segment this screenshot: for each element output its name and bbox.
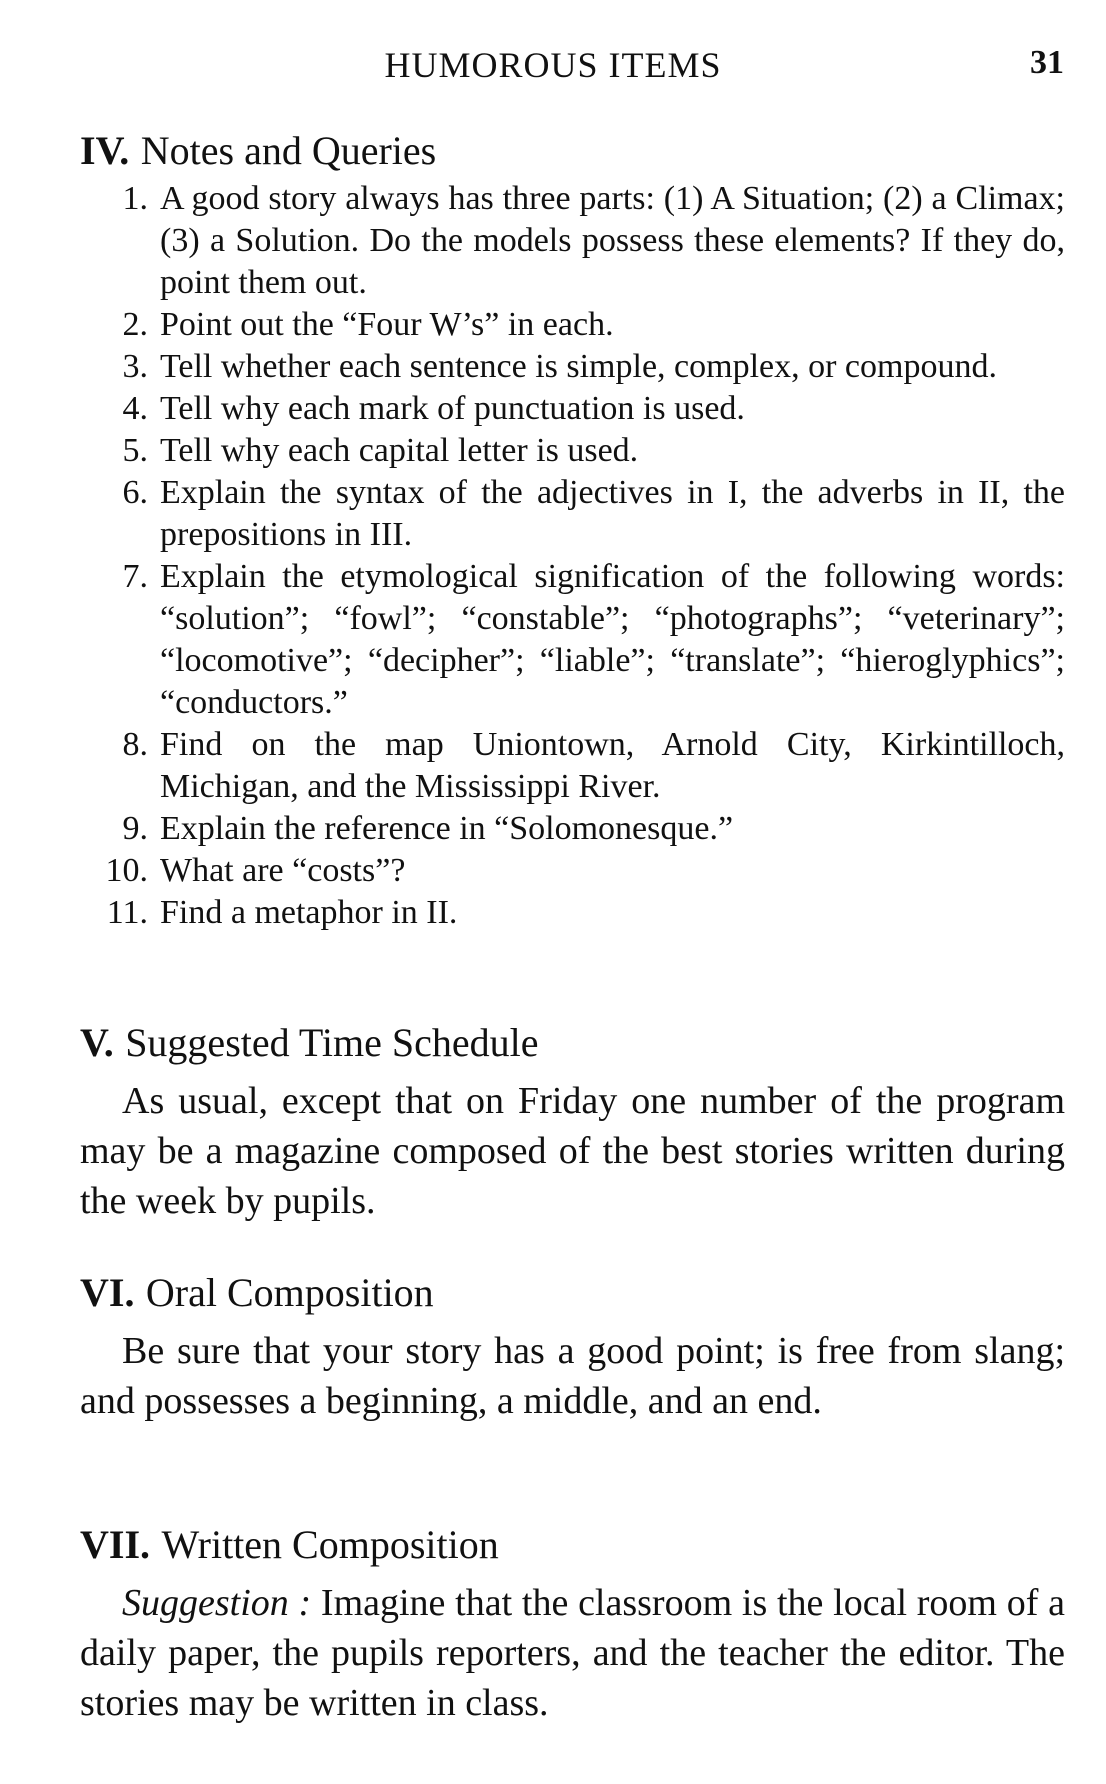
item-number: 2. <box>122 306 148 343</box>
list-item <box>80 304 1065 346</box>
item-number: 11. <box>106 894 148 931</box>
list-item <box>80 724 1065 808</box>
item-number: 4. <box>122 390 148 427</box>
item-number: 6. <box>122 474 148 511</box>
list-item <box>80 892 1065 934</box>
list-item <box>80 556 1065 724</box>
item-number: 3. <box>122 348 148 385</box>
running-head <box>0 44 1106 94</box>
section-numeral: V. <box>80 1020 114 1065</box>
item-text: Explain the reference in “Solomonesque.” <box>160 810 734 847</box>
list-item <box>80 808 1065 850</box>
section-heading <box>80 1520 1065 1572</box>
item-number: 7. <box>122 558 148 595</box>
item-text: What are “costs”? <box>160 852 406 889</box>
list-item <box>80 430 1065 472</box>
item-number: 1. <box>122 180 148 217</box>
section-numeral: IV. <box>80 128 130 173</box>
section-heading <box>80 1268 1065 1320</box>
item-text: Explain the etymological signification of the following words: “solution”; “fowl”; “constable”; “photographs”; “veterinary”; “locomotive”; “decipher”; “liable”; “translate”; “hieroglyphics”; “conductors.” <box>160 558 1065 721</box>
list-item <box>80 178 1065 304</box>
section-oral-composition <box>80 1268 1065 1426</box>
list-item <box>80 346 1065 388</box>
section-body: As usual, except that on Friday one number of the program may be a magazine composed of the best stories written during the week by pupils. <box>80 1080 1065 1222</box>
section-time-schedule <box>80 1018 1065 1226</box>
item-text: Tell why each mark of punctuation is used. <box>160 390 745 427</box>
list-item <box>80 472 1065 556</box>
item-number: 9. <box>122 810 148 847</box>
section-notes-and-queries <box>80 126 1065 934</box>
item-text: A good story always has three parts: (1) A Situation; (2) a Climax; (3) a Solution. Do the models possess these elements? If they do, point them out. <box>160 180 1065 301</box>
query-list <box>80 178 1065 934</box>
section-title: Suggested Time Schedule <box>125 1020 539 1065</box>
page-number: 31 <box>1030 44 1064 81</box>
list-item <box>80 388 1065 430</box>
section-numeral: VI. <box>80 1270 135 1315</box>
section-title: Notes and Queries <box>140 128 437 173</box>
item-text: Find a metaphor in II. <box>160 894 458 931</box>
suggestion-text: Imagine that the classroom is the local room of a daily paper, the pupils reporters, and the teacher the editor. The stories may be written in class. <box>80 1582 1065 1724</box>
item-number: 5. <box>122 432 148 469</box>
section-body: Be sure that your story has a good point; is free from slang; and possesses a beginning, a middle, and an end. <box>80 1330 1065 1422</box>
section-title: Oral Composition <box>145 1270 434 1315</box>
item-text: Find on the map Uniontown, Arnold City, Kirkintilloch, Michigan, and the Mississippi River. <box>160 726 1065 805</box>
section-written-composition <box>80 1520 1065 1728</box>
suggestion-label: Suggestion : <box>122 1582 312 1624</box>
item-number: 8. <box>122 726 148 763</box>
item-text: Point out the “Four W’s” in each. <box>160 306 614 343</box>
item-text: Explain the syntax of the adjectives in I, the adverbs in II, the prepositions in III. <box>160 474 1065 553</box>
running-title: HUMOROUS ITEMS <box>384 45 722 85</box>
section-body <box>80 1578 1065 1728</box>
item-text: Tell why each capital letter is used. <box>160 432 639 469</box>
section-heading <box>80 1018 1065 1070</box>
section-heading <box>80 126 1065 178</box>
section-numeral: VII. <box>80 1522 151 1567</box>
section-title: Written Composition <box>161 1522 499 1567</box>
item-number: 10. <box>105 852 148 889</box>
list-item <box>80 850 1065 892</box>
item-text: Tell whether each sentence is simple, complex, or compound. <box>160 348 997 385</box>
